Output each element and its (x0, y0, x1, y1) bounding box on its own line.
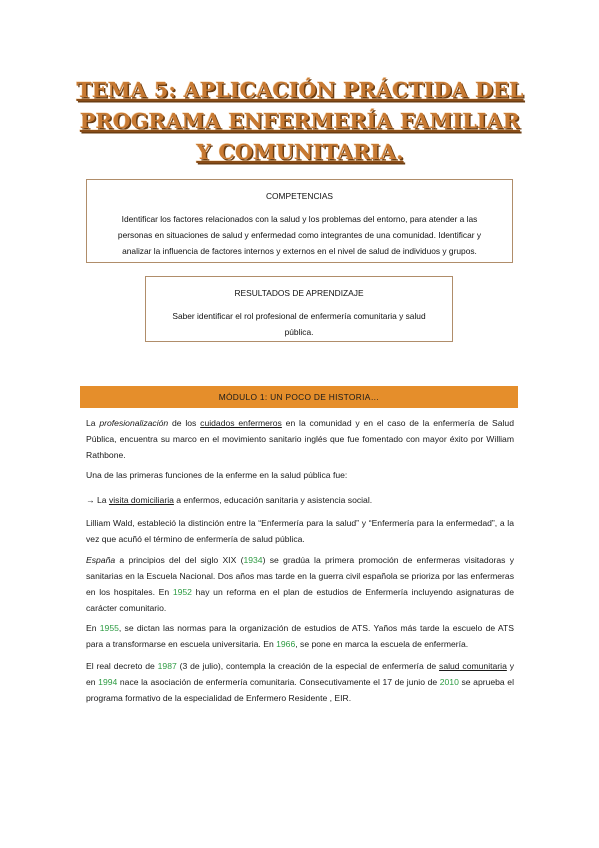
paragraph-1955 (86, 620, 514, 652)
paragraph-real-decreto (86, 658, 514, 706)
arrow-icon: → La (86, 495, 109, 505)
p7-text-e: se aprueba el programa formativo de la especialidad de Enfermero Residente , EIR. (86, 677, 515, 703)
p1-text-c: de los (168, 418, 201, 428)
p1-underlined: cuidados enfermeros (200, 418, 282, 428)
p7-text-b: (3 de julio), contempla la creación de la especial de enfermería de (176, 661, 440, 671)
p6-pre: En (86, 623, 100, 633)
paragraph-funciones: Una de las primeras funciones de la enferme en la salud pública fue: (86, 470, 348, 480)
resultados-line-2: pública. (284, 327, 314, 337)
year-2010: 2010 (439, 677, 459, 687)
p7-text-d: nace la asociación de enfermería comunitaria. Consecutivamente el 17 de junio de (117, 677, 440, 687)
year-1966: 1966 (276, 639, 296, 649)
p5-text-c: ) se gradúa la primera promoción de enfermeras visitadoras y sanitarias en la Escuela Nacional. Dos años mas tarde en la guerra civil española se prioriza por las enfermeras en los hospitales. En (86, 555, 514, 597)
paragraph-espana (86, 552, 514, 616)
p6-text-b: , se pone en marca la escuela de enfermería. (295, 639, 469, 649)
year-1934: 1934 (243, 555, 263, 565)
p1-italic: profesionalización (99, 418, 169, 428)
paragraph-profesionalizacion (86, 415, 514, 463)
p5-italic: España (86, 555, 116, 565)
competencias-line-2: personas en situaciones de salud y enfermedad como integrantes de una comunidad. Identificar y (117, 230, 482, 240)
module-heading: MÓDULO 1: UN POCO DE HISTORIA… (80, 386, 518, 408)
title-line-2: PROGRAMA ENFERMERÍA FAMILIAR (79, 109, 521, 133)
p7-text-c: y en (86, 661, 515, 687)
paragraph-visita (86, 492, 514, 508)
title-line-3: Y COMUNITARIA. (196, 140, 404, 164)
title-line-1: TEMA 5: APLICACIÓN PRÁCTIDA DEL (76, 78, 524, 102)
p1-text-e: en la comunidad y en el caso de la enfermería de Salud Pública, encuentra su marco en el movimiento sanitario inglés que fue fomentado con mayor éxito por William Rathbone. (86, 418, 514, 460)
p7-text-a: El real decreto de (86, 661, 158, 671)
p5-text-d: hay un reforma en el plan de estudios de Enfermería incluyendo asignaturas de carácter comunitario. (86, 587, 514, 613)
salud-comunitaria-text: salud comunitaria (439, 661, 507, 671)
competencias-heading: COMPETENCIAS (265, 191, 333, 201)
year-1987: 1987 (157, 661, 177, 671)
year-1952: 1952 (172, 587, 192, 597)
p3-rest: a enfermos, educación sanitaria y asistencia social. (173, 495, 373, 505)
page-title (60, 75, 540, 168)
competencias-box (86, 179, 513, 263)
visita-domiciliaria-text: visita domiciliaria (108, 495, 174, 505)
year-1994: 1994 (98, 677, 118, 687)
resultados-heading: RESULTADOS DE APRENDIZAJE (234, 288, 364, 298)
year-1955: 1955 (99, 623, 119, 633)
competencias-line-1: Identificar los factores relacionados con la salud y los problemas del entorno, para atender a las (121, 214, 478, 224)
resultados-box (145, 276, 453, 342)
p1-text-a: La (86, 418, 100, 428)
paragraph-wald: Lilliam Wald, estableció la distinción entre la “Enfermería para la salud” y “Enfermería para la enfermedad”, a la vez que acuñó el término de enfermería de salud pública. (86, 518, 514, 544)
competencias-line-3: analizar la influencia de factores internos y externos en el nivel de salud de individuos y grupos. (122, 246, 477, 256)
resultados-line-1: Saber identificar el rol profesional de enfermería comunitaria y salud (172, 311, 426, 321)
p6-text-a: , se dictan las normas para la organización de estudios de ATS. Yaños más tarde la escuelo de ATS para a transformarse en escuela universitaria. En (86, 623, 514, 649)
p5-text-b: a principios del del siglo XIX ( (115, 555, 244, 565)
